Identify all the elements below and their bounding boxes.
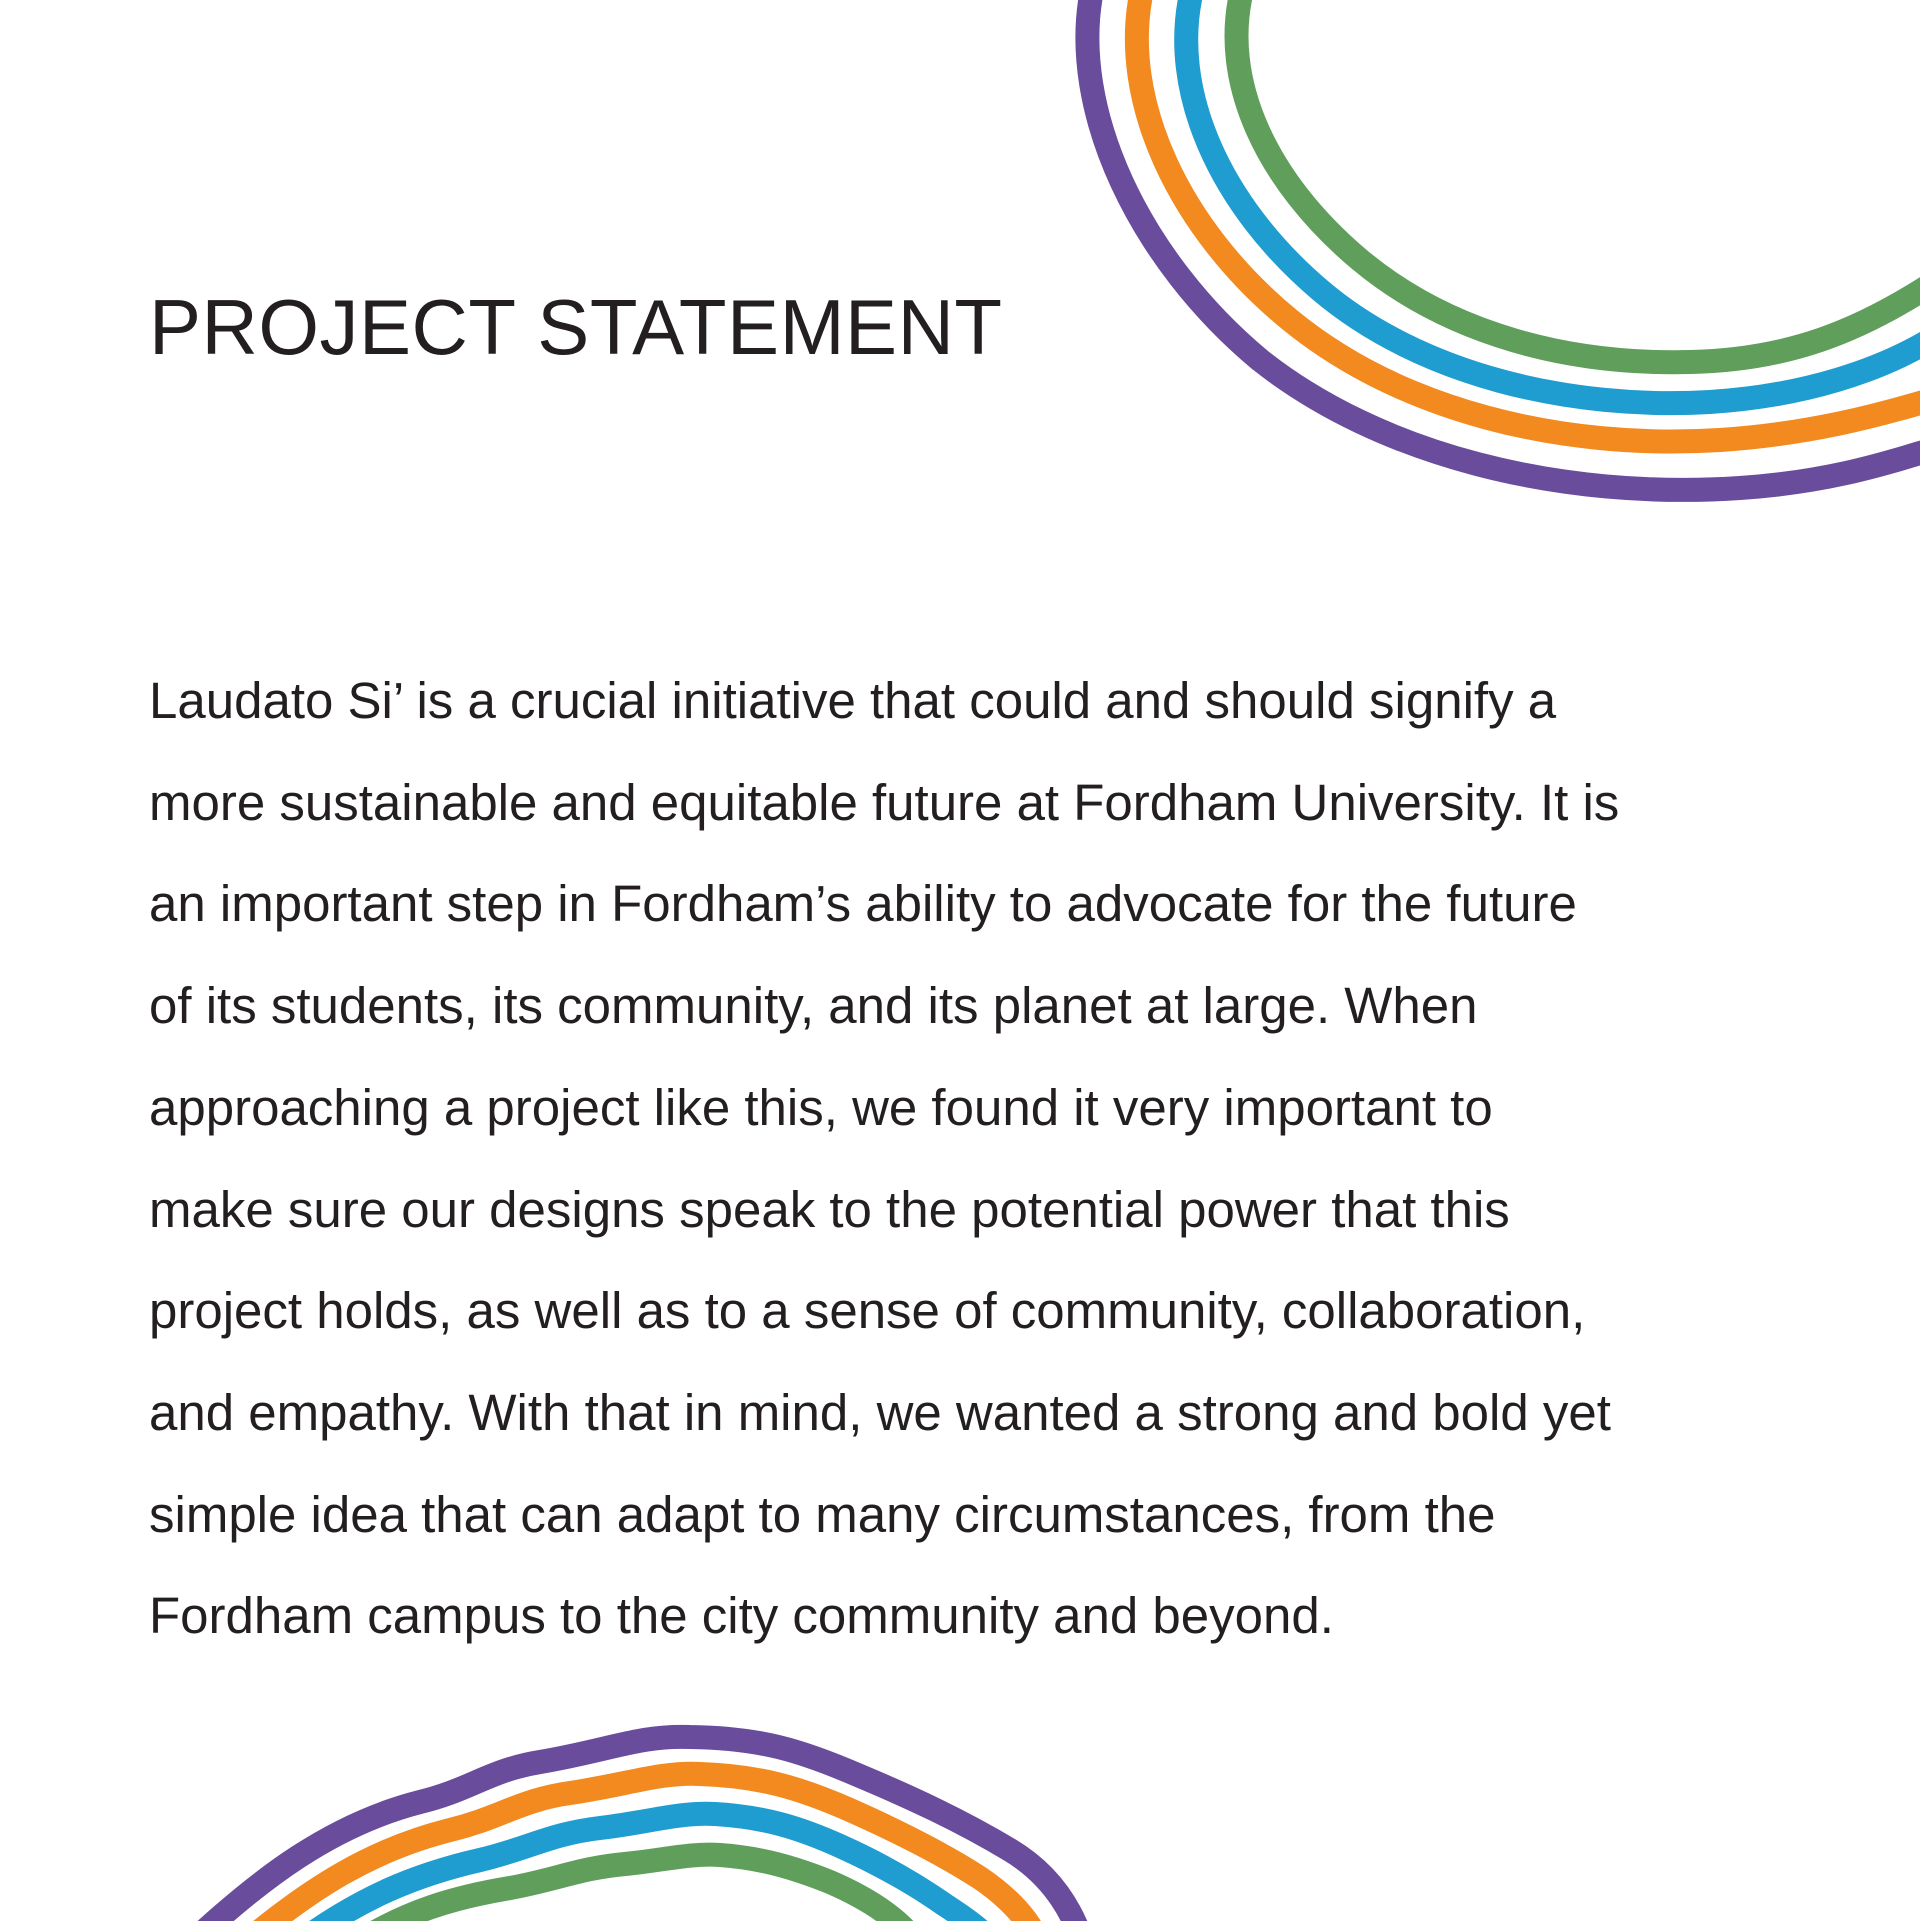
statement-line: more sustainable and equitable future at Fordham University. It is (149, 773, 1620, 831)
bottom-arc-green (370, 1855, 910, 1921)
statement-line: simple idea that can adapt to many circumstances, from the (149, 1485, 1496, 1543)
statement-paragraph (149, 650, 1789, 1667)
statement-line: make sure our designs speak to the potential power that this (149, 1180, 1510, 1238)
top-arc-purple (1087, 0, 1920, 490)
statement-line: and empathy. With that in mind, we wanted a strong and bold yet (149, 1383, 1611, 1441)
top-arc-green (1237, 0, 1920, 362)
statement-line: of its students, its community, and its planet at large. When (149, 977, 1478, 1035)
statement-line: approaching a project like this, we found it very important to (149, 1078, 1493, 1136)
statement-line: Fordham campus to the city community and beyond. (149, 1587, 1334, 1645)
bottom-arc-blue (310, 1814, 985, 1921)
statement-line: an important step in Fordham’s ability to advocate for the future (149, 875, 1577, 933)
top-arc-blue (1186, 0, 1920, 403)
statement-line: Laudato Si’ is a crucial initiative that could and should signify a (149, 672, 1557, 729)
bottom-arc-group (200, 1737, 1080, 1921)
statement-line: project holds, as well as to a sense of community, collaboration, (149, 1282, 1586, 1340)
bottom-arc-orange (255, 1774, 1035, 1921)
page-title: PROJECT STATEMENT (149, 283, 1003, 371)
bottom-arc-purple (200, 1737, 1080, 1921)
top-arc-orange (1137, 0, 1920, 442)
top-right-arc-group (1087, 0, 1920, 490)
